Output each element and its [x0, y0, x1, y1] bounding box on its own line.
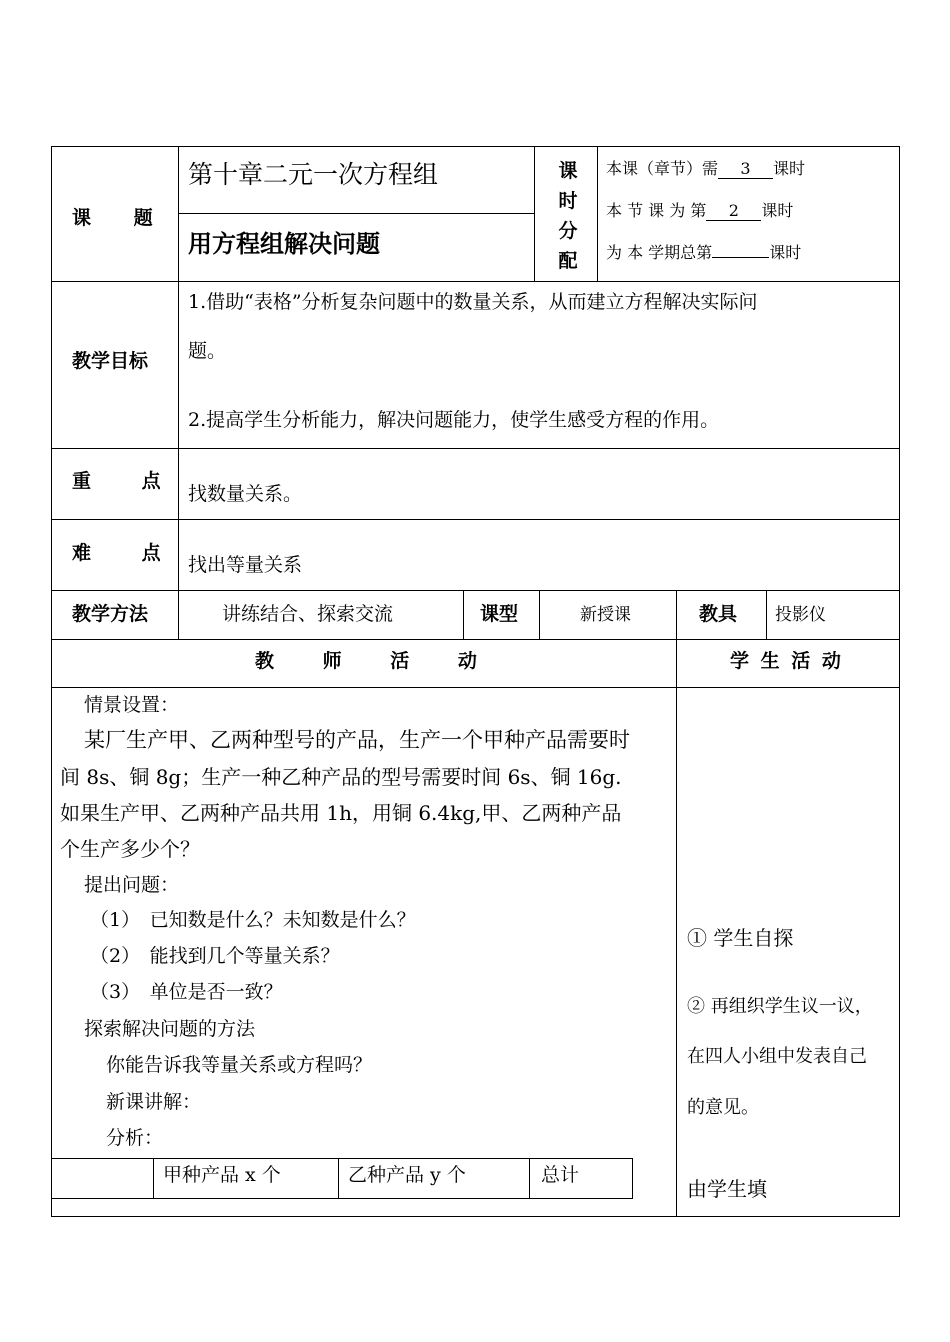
analysis-heading: 分析： — [106, 1127, 164, 1149]
difficulty-label: 难 点 — [72, 542, 161, 564]
teaching-tools-value: 投影仪 — [775, 605, 826, 625]
difficulty-text: 找出等量关系 — [188, 554, 303, 576]
new-lesson-heading: 新课讲解： — [106, 1091, 202, 1113]
objectives-label: 教学目标 — [72, 350, 149, 372]
period-line-chapter: 本课（章节）需 3 课时 — [606, 159, 806, 178]
student-step-2-line-3: 的意见。 — [687, 1097, 759, 1118]
lesson-type-value: 新授课 — [580, 605, 631, 625]
student-step-2-line-1: ② 再组织学生议一议， — [687, 996, 873, 1017]
student-step-2-line-2: 在四人小组中发表自己 — [687, 1046, 867, 1067]
student-step-1: ① 学生自探 — [687, 926, 794, 950]
method-label: 教学方法 — [72, 603, 149, 625]
period-allocation-label: 课 时 分 配 — [558, 160, 578, 272]
analysis-table-header-total: 总计 — [541, 1164, 580, 1186]
lesson-title: 用方程组解决问题 — [188, 230, 380, 258]
problem-line-1: 某厂生产甲、乙两种型号的产品，生产一个甲种产品需要时 — [84, 728, 630, 752]
problem-line-2: 间 8s、铜 8g；生产一种乙种产品的型号需要时间 6s、铜 16g. — [60, 765, 622, 789]
objective-2: 2.提高学生分析能力，解决问题能力，使学生感受方程的作用。 — [188, 409, 720, 431]
question-3: （3） 单位是否一致？ — [90, 981, 283, 1003]
analysis-table-header-product-b: 乙种产品 y 个 — [348, 1164, 466, 1186]
teacher-activity-header: 教 师 活 动 — [255, 650, 477, 672]
problem-line-4: 个生产多少个？ — [60, 837, 200, 861]
student-step-3: 由学生填 — [687, 1177, 767, 1201]
chapter-title: 第十章二元一次方程组 — [188, 160, 439, 189]
period-line-section: 本 节 课 为 第 2 课时 — [606, 201, 794, 220]
method-value: 讲练结合、探索交流 — [222, 603, 394, 625]
analysis-table-header-product-a: 甲种产品 x 个 — [163, 1164, 281, 1186]
explore-heading: 探索解决问题的方法 — [84, 1018, 256, 1040]
question-2: （2） 能找到几个等量关系？ — [90, 945, 340, 967]
questions-heading: 提出问题： — [84, 874, 180, 896]
lesson-type-label: 课型 — [480, 603, 519, 625]
key-point-text: 找数量关系。 — [188, 483, 303, 505]
period-line-semester: 为 本 学期总第 课时 — [606, 240, 801, 263]
equation-prompt: 你能告诉我等量关系或方程吗？ — [106, 1054, 373, 1076]
teaching-tools-label: 教具 — [699, 603, 738, 625]
scene-heading: 情景设置： — [84, 694, 180, 716]
problem-line-3: 如果生产甲、乙两种产品共用 1h，用铜 6.4kg,甲、乙两种产品 — [60, 801, 622, 825]
topic-label: 课 题 — [72, 207, 153, 229]
objective-1-line-1: 1.借助“表格”分析复杂问题中的数量关系，从而建立方程解决实际问 — [188, 291, 758, 313]
question-1: （1） 已知数是什么？未知数是什么？ — [90, 909, 416, 931]
student-activity-header: 学 生 活 动 — [730, 650, 841, 672]
objective-1-line-2: 题。 — [188, 340, 227, 362]
key-point-label: 重 点 — [72, 470, 161, 492]
